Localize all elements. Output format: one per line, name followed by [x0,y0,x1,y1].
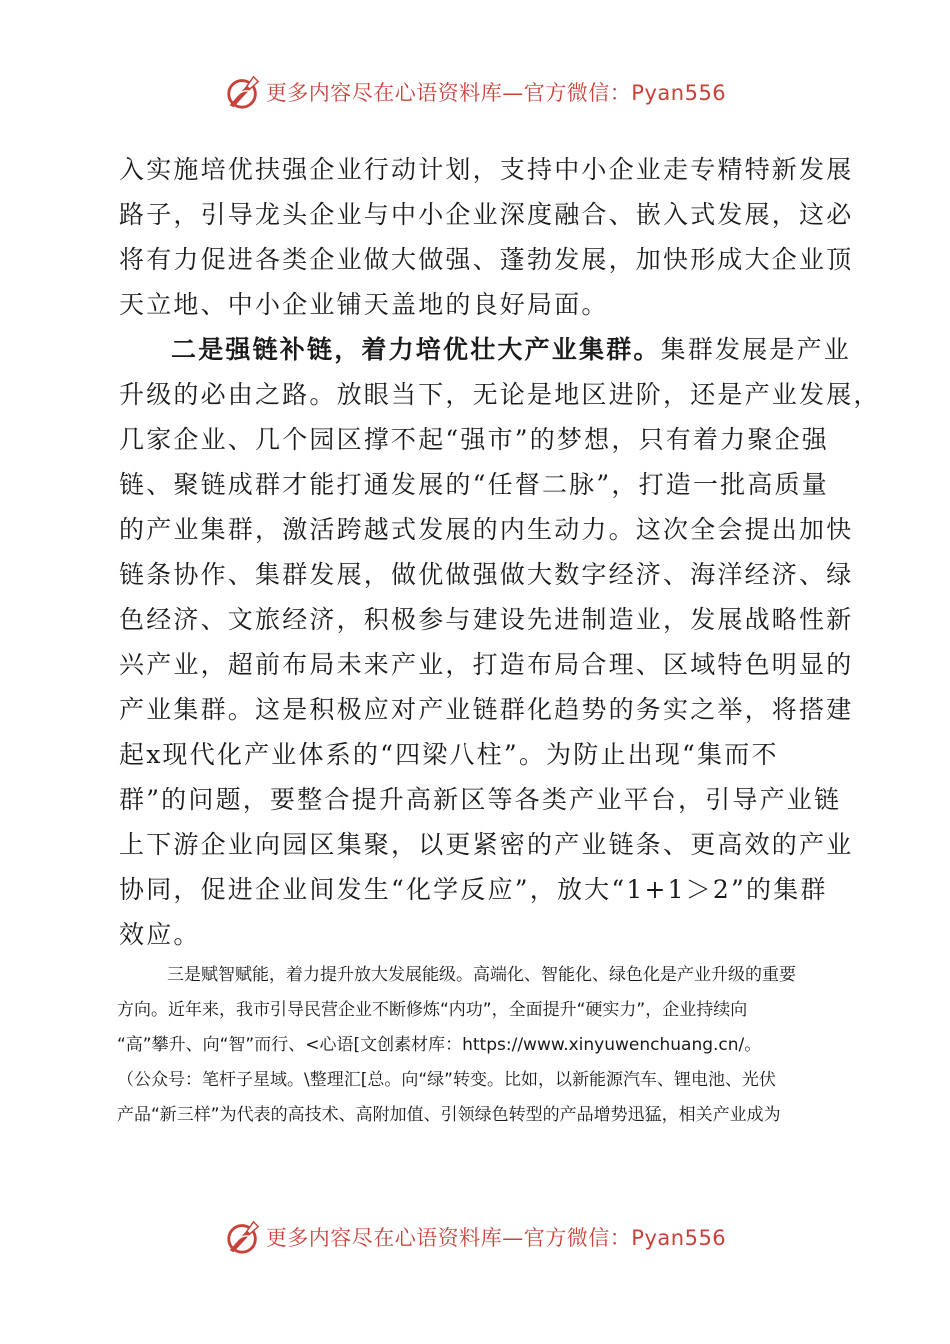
paragraph-3-line: “高”攀升、向“智”而行、<心语[文创素材库：https://www.xinyuwenchuang.cn/。 [117,1035,762,1055]
paragraph-2-heading: 二是强链补链，着力培优壮大产业集群。 [171,335,661,364]
paragraph-1-line: 将有力促进各类企业做大做强、蓬勃发展，加快形成大企业顶 [119,245,854,274]
quill-pen-logo-icon [224,73,262,111]
paragraph-2-line: 效应。 [119,920,201,949]
paragraph-2-line: 起x现代化产业体系的“四梁八柱”。为防止出现“集而不 [119,740,779,769]
paragraph-3-line: （公众号：笔杆子星域。\整理汇[总。向“绿”转变。比如，以新能源汽车、锂电池、光伏 [117,1070,776,1090]
footer-banner [0,1215,950,1259]
paragraph-2-line: 升级的必由之路。放眼当下，无论是地区进阶，还是产业发展， [119,380,881,409]
paragraph-2-line: 几家企业、几个园区撑不起“强市”的梦想，只有着力聚企强 [119,425,829,454]
paragraph-1-line: 天立地、中小企业铺天盖地的良好局面。 [119,290,609,319]
paragraph-2-first-line [119,327,852,372]
paragraph-2-line: 产业集群。这是积极应对产业链群化趋势的务实之举，将搭建 [119,695,854,724]
paragraph-2-line: 链、聚链成群才能打通发展的“任督二脉”，打造一批高质量 [119,470,829,499]
paragraph-3-line: 方向。近年来，我市引导民营企业不断修炼“内功”，全面提升“硬实力”，企业持续向 [117,1000,748,1020]
paragraph-2-line: 兴产业，超前布局未来产业，打造布局合理、区域特色明显的 [119,650,854,679]
paragraph-3 [117,958,829,1133]
quill-pen-logo-icon [224,1218,262,1256]
paragraph-2-first-line-rest: 集群发展是产业 [660,335,852,364]
paragraph-2-line: 链条协作、集群发展，做优做强做大数字经济、海洋经济、绿 [119,560,854,589]
paragraph-2-line: 群”的问题，要整合提升高新区等各类产业平台，引导产业链 [119,785,842,814]
header-banner [0,70,950,114]
header-banner-text: 更多内容尽在心语资料库—官方微信：Pyan556 [265,81,727,105]
paragraph-2-line: 色经济、文旅经济，积极参与建设先进制造业，发展战略性新 [119,605,854,634]
paragraph-1-line: 路子，引导龙头企业与中小企业深度融合、嵌入式发展，这必 [119,200,854,229]
paragraph-1-line: 入实施培优扶强企业行动计划，支持中小企业走专精特新发展 [119,155,854,184]
paragraph-2-line: 协同，促进企业间发生“化学反应”，放大“1+1＞2”的集群 [119,875,828,904]
paragraph-3-line: 产品“新三样”为代表的高技术、高附加值、引领绿色转型的产品增势迅猛，相关产业成为 [117,1105,781,1125]
document-body [119,147,881,957]
footer-banner-text: 更多内容尽在心语资料库—官方微信：Pyan556 [265,1226,727,1250]
paragraph-3-line: 三是赋智赋能，着力提升放大发展能级。高端化、智能化、绿色化是产业升级的重要 [167,965,796,985]
paragraph-2-line: 上下游企业向园区集聚，以更紧密的产业链条、更高效的产业 [119,830,854,859]
paragraph-2-line: 的产业集群，激活跨越式发展的内生动力。这次全会提出加快 [119,515,854,544]
